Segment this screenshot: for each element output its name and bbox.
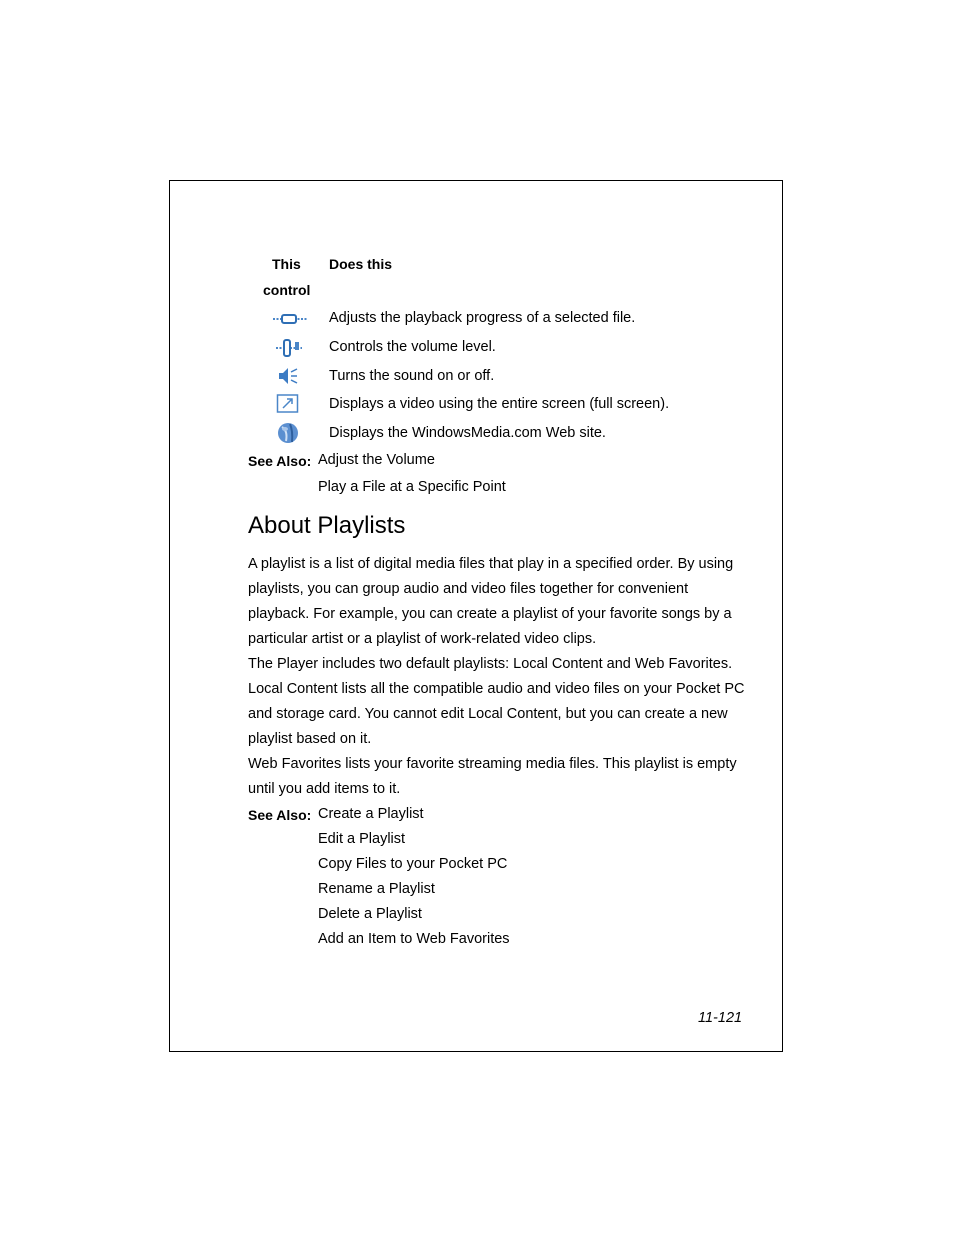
see-also-link[interactable]: Create a Playlist bbox=[318, 806, 424, 822]
volume-slider-icon bbox=[276, 337, 300, 359]
paragraph: A playlist is a list of digital media files that play in a specified order. By using playlists, you can group audio and video files together for convenient playback. For example, you can create a playlist of your favorite songs by a particular artist or a playlist of work-related video clips. bbox=[248, 556, 734, 647]
see-also-label: See Also: bbox=[248, 807, 312, 823]
seek-bar-icon bbox=[273, 308, 297, 330]
paragraph: Web Favorites lists your favorite streaming media files. This playlist is empty until you add items to it. bbox=[248, 756, 737, 797]
table-row-description: Adjusts the playback progress of a selected file. bbox=[329, 310, 636, 326]
table-row-description: Controls the volume level. bbox=[329, 339, 496, 355]
table-header-control-line2: control bbox=[263, 282, 311, 298]
full-screen-icon bbox=[276, 393, 300, 415]
see-also-link[interactable]: Edit a Playlist bbox=[318, 831, 406, 847]
see-also-link[interactable]: Play a File at a Specific Point bbox=[318, 479, 506, 495]
table-row-description: Turns the sound on or off. bbox=[329, 368, 495, 384]
paragraph: The Player includes two default playlists: Local Content and Web Favorites. Local Content lists all the compatible audio and video files on your Pocket PC and storage card. You cannot edit Local Content, but you can create a new playlist based on it. bbox=[248, 656, 745, 747]
see-also-link[interactable]: Delete a Playlist bbox=[318, 906, 422, 922]
section-body bbox=[248, 552, 748, 802]
speaker-icon bbox=[277, 365, 301, 387]
windows-media-globe-icon bbox=[277, 421, 301, 443]
section-title: About Playlists bbox=[248, 512, 406, 539]
table-header-control-line1: This bbox=[272, 256, 301, 272]
see-also-link[interactable]: Rename a Playlist bbox=[318, 881, 435, 897]
see-also-label: See Also: bbox=[248, 453, 312, 469]
table-header-does-this: Does this bbox=[329, 256, 393, 272]
page-number: 11-121 bbox=[698, 1010, 743, 1026]
see-also-link[interactable]: Add an Item to Web Favorites bbox=[318, 931, 510, 947]
table-row-description: Displays a video using the entire screen (full screen). bbox=[329, 396, 670, 412]
table-row-description: Displays the WindowsMedia.com Web site. bbox=[329, 425, 606, 441]
see-also-link[interactable]: Copy Files to your Pocket PC bbox=[318, 856, 508, 872]
see-also-link[interactable]: Adjust the Volume bbox=[318, 452, 435, 468]
